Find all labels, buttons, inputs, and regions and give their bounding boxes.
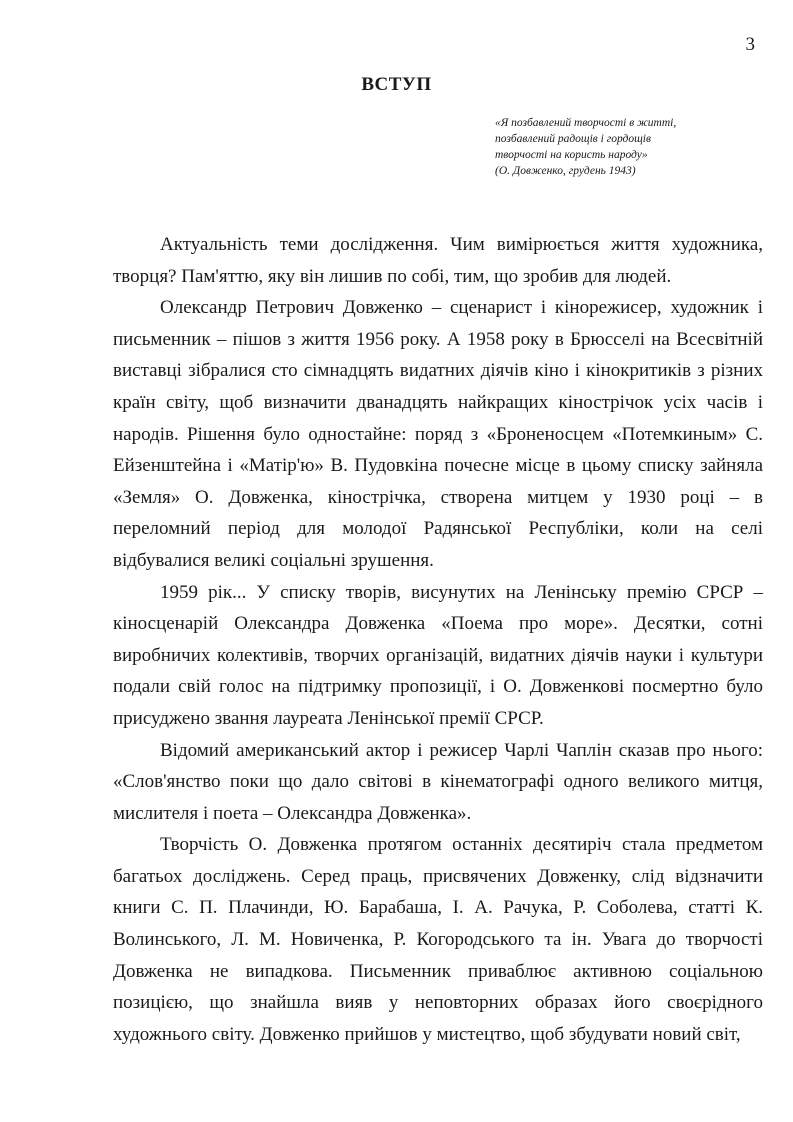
epigraph xyxy=(495,115,755,179)
paragraph: Творчість О. Довженка протягом останніх десятиріч стала предметом багатьох досліджень. Серед праць, присвячених Довженку, слід відзначити книги С. П. Плачинди, Ю. Барабаша, І. А. Рачука, Р. Соболева, статті К. Волинського, Л. М. Новиченка, Р. Когородського та ін. Увага до творчості Довженка не випадкова. Письменник приваблює активною соціальною позицією, що знайшла вияв у неповторних образах його своєрідного художнього світу. Довженко прийшов у мистецтво, щоб збудувати новий світ, xyxy=(113,834,763,1045)
epigraph-attribution: (О. Довженко, грудень 1943) xyxy=(495,165,636,177)
page-title: ВСТУП xyxy=(361,74,432,95)
page-number: 3 xyxy=(745,34,755,55)
epigraph-line: позбавлений радощів і гордощів xyxy=(495,133,651,145)
epigraph-line: творчості на користь народу» xyxy=(495,149,648,161)
paragraph: 1959 рік... У списку творів, висунутих на Ленінську премію СРСР – кіносценарій Олександра Довженка «Поема про море». Десятки, сотні виробничих колективів, творчих організацій, видатних діячів науки і культури подали свій голос на підтримку пропозиції, і О. Довженкові посмертно було присуджено звання лауреата Ленінської премії СРСР. xyxy=(113,581,763,729)
epigraph-line: «Я позбавлений творчості в житті, xyxy=(495,117,677,129)
paragraph: Актуальність теми дослідження. Чим вимірюється життя художника, творця? Пам'яттю, яку він лишив по собі, тим, що зробив для людей. xyxy=(113,234,763,287)
body-text xyxy=(113,229,763,1050)
paragraph: Відомий американський актор і режисер Чарлі Чаплін сказав про нього: «Слов'янство поки що дало світові в кінематографі одного великого митця, мислителя і поета – Олександра Довженка». xyxy=(113,739,763,824)
paragraph: Олександр Петрович Довженко – сценарист і кінорежисер, художник і письменник – пішов з життя 1956 року. А 1958 року в Брюсселі на Всесвітній виставці зібралися сто сімнадцять видатних діячів кіно і кінокритиків з різних країн світу, щоб визначити дванадцять найкращих кінострічок усіх часів і народів. Рішення було одностайне: поряд з «Броненосцем «Потемкиным» С. Ейзенштейна і «Матір'ю» В. Пудовкіна почесне місце в цьому списку зайняла «Земля» О. Довженка, кінострічка, створена митцем у 1930 році – в переломний період для молодої Радянської Республіки, коли на селі відбувалися великі соціальні зрушення. xyxy=(113,297,763,571)
